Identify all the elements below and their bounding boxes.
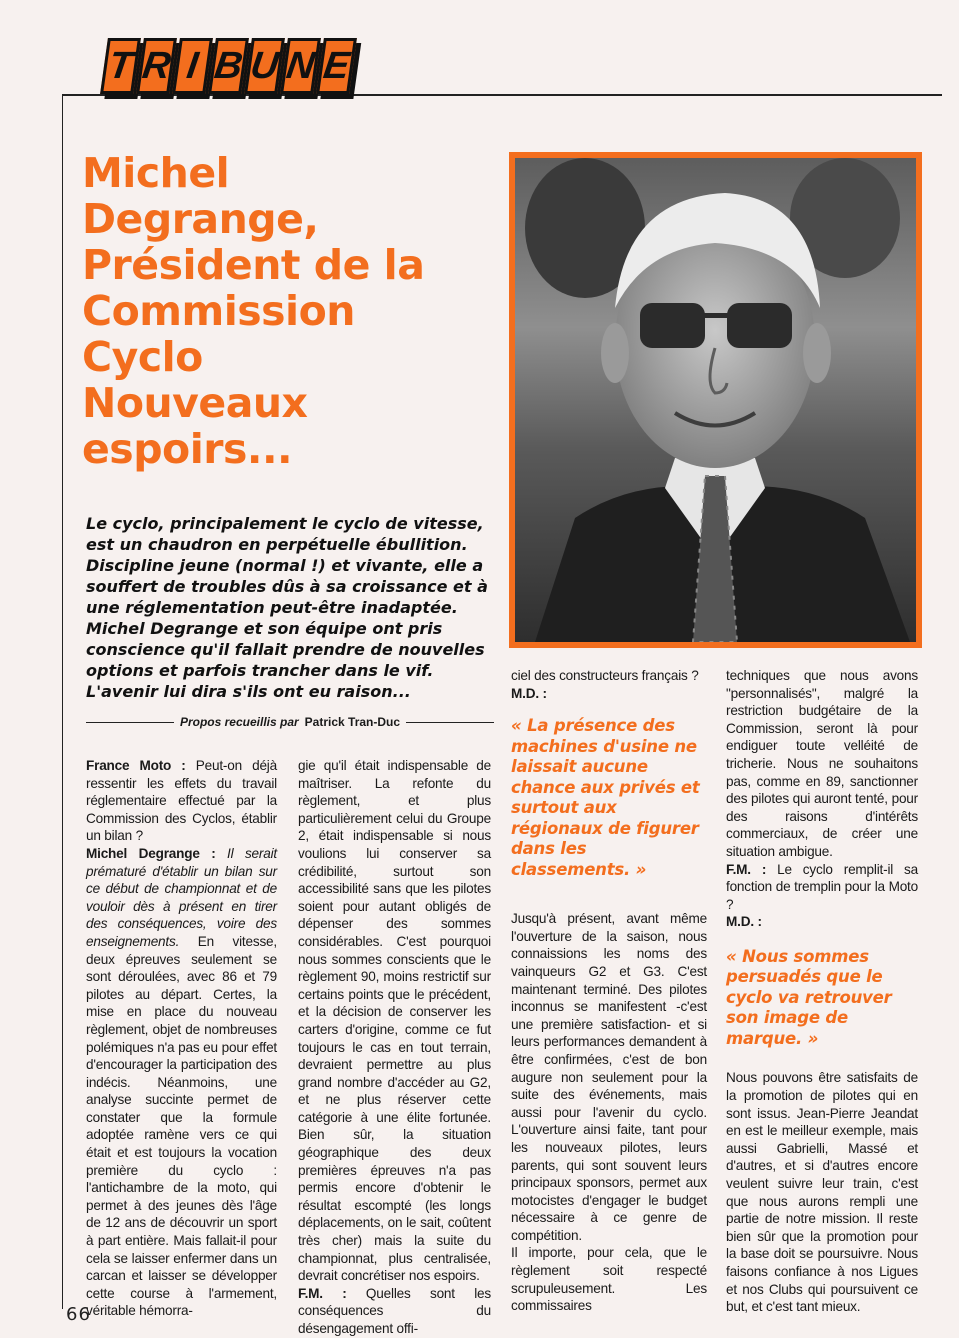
paragraph: Il importe, pour cela, que le règlement soit respecté scrupuleusement. Les commissaires (511, 1245, 707, 1314)
tribune-letter: N (280, 38, 321, 94)
paragraph: gie qu'il était indispensable de maîtriser. La refonte du règlement, et plus particulièrement celui du Groupe 2, était indispensable si nous voulions lui conserver sa crédibilité, surtout son accessibilité sans que les pilotes soient pour autant obligés de dépenser des sommes considérables. C'est pourquoi nous sommes conscients que le règlement 90, moins restrictif sur certains points que le précédent, et la décision de conserver les carters d'origine, comme ce fut toujours le cas en tout terrain, devraient permettre au plus grand nombre d'accéder au G2, et ne plus réserver cette catégorie à une élite fortunée. Bien sûr, la situation géographique des deux premières épreuves n'a pas permis encore d'obtenir le résultat escompté (les longs déplacements, on le sait, coûtent très cher) mais la suite du championnat, plus centralisée, devrait concrétiser nos espoirs. (298, 758, 491, 1284)
article-lead: Le cyclo, principalement le cyclo de vitesse, est un chaudron en perpétuelle ébullition. Discipline jeune (normal !) et vivante, elle a souffert de troubles dûs à sa croissance et à une réglementation peut-être inadaptée. Michel Degrange et son équipe ont pris conscience qu'il fallait prendre de nouvelles options et parfois trancher dans le vif. L'avenir lui dira s'ils ont eu raison... (86, 514, 488, 701)
paragraph (298, 1285, 491, 1338)
title-line: Cyclo (82, 333, 203, 381)
portrait-photo (509, 152, 922, 648)
pull-quote: « Nous sommes persuadés que le cyclo va retrouver son image de marque. » (726, 946, 892, 1048)
pull-quote: « La présence des machines d'usine ne laissait aucune chance aux privés et surtout aux régionaux de figurer dans les classements. » (511, 716, 700, 879)
paragraph (726, 861, 918, 914)
speaker-label: F.M. : (298, 1285, 347, 1301)
page-number: 66 (66, 1304, 91, 1325)
left-margin-rule (62, 94, 63, 1309)
answer-text: Il serait prématuré d'établir un bilan sur ce début de championnat et de vouloir dès à présent en tirer des conséquences, voire des enseignements. (86, 845, 277, 949)
question-text: Peut-on déjà ressentir les effets du travail réglementaire effectué par la Commission des Cyclos, établir un bilan ? (86, 758, 277, 844)
byline-rule (86, 722, 174, 723)
paragraph: Jusqu'à présent, avant même l'ouverture de la saison, nous connaissions les noms des vainqueurs G2 et G3. C'est maintenant terminé. Des pilotes inconnus se manifestent -c'est une première satisfaction- et si leurs performances demandent à être confirmées, c'est de bon augure non seulement pour la suite des événements, mais aussi pour l'avenir du cyclo. L'ouverture ainsi faite, tant pour les nouveaux pilotes, leurs parents, qui sont souvent leurs principaux sponsors, permet aux motocistes d'engager le budget nécessaire à ce genre de compétition. (511, 911, 707, 1243)
speaker-label: M.D. : (511, 685, 547, 701)
title-line: Nouveaux (82, 379, 308, 427)
header-rule (62, 94, 942, 96)
paragraph (86, 757, 277, 845)
paragraph: Nous pouvons être satisfaits de la promotion de pilotes qui en sont issus. Jean-Pierre Jeandat en est le meilleur exemple, mais aussi Gabrielli, Massé et d'autres, et si d'autres encore veulent suivre leur train, c'est que nous aurons rempli une partie de notre mission. Il reste bien sûr que la promotion pour la base doit se poursuivre. Nous faisons confiance à nos Ligues et nos Clubs qui poursuivent ce but, et c'est tant mieux. (726, 1070, 918, 1315)
byline-author: Patrick Tran-Duc (304, 715, 401, 729)
title-line: Degrange, (82, 195, 319, 243)
byline-rule (406, 722, 494, 723)
speaker-label: M.D. : (726, 914, 762, 930)
tribune-letter: I (172, 38, 213, 94)
speaker-label: France Moto : (86, 758, 186, 773)
tribune-letter: R (136, 38, 177, 94)
body-column-4 (726, 667, 918, 1316)
byline-prefix: Propos recueillis par (179, 715, 299, 729)
paragraph: techniques que nous avons "personnalisés", malgré la restriction budgétaire de la Commission, seront là pour endiguer toute velléité de tricherie. Nous ne souhaitons pas, comme en 89, sanctionner des pilotes qui auront tenté, pour des raisons d'intérêts commerciaux, de créer une situation ambigue. (726, 668, 918, 859)
title-line: Président de la (82, 241, 425, 289)
title-line: espoirs... (82, 425, 293, 473)
tribune-letter: B (208, 38, 249, 94)
question-continued: ciel des constructeurs français ? (511, 668, 699, 683)
portrait-illustration (515, 158, 916, 642)
body-column-2 (298, 757, 491, 1338)
title-line: Commission (82, 287, 355, 335)
tribune-letter: T (100, 38, 141, 94)
speaker-label: Michel Degrange : (86, 845, 216, 861)
question-text: Quelles sont les conséquences du désengagement offi- (298, 1285, 491, 1336)
body-column-1 (86, 757, 277, 1320)
tribune-letter: U (244, 38, 285, 94)
title-line: Michel (82, 149, 230, 197)
section-label-tribune (104, 38, 353, 94)
byline (86, 715, 494, 729)
answer-text: En vitesse, deux épreuves seulement se sont déroulées, avec 86 et 79 pilotes au départ. Certes, la mise en place du nouveau règlement, objet de nombreuses polémiques n'a pas eu pour effet d'encourager la participation des indécis. Néanmoins, une analyse succinte permet de constater que la formule adoptée ramène vers ce qui était et est toujours la vocation première du cyclo : l'antichambre de la moto, qui permet à des jeunes dès l'âge de 12 ans de découvrir un sport à part entière. Mais fallait-il pour cela se laisser enfermer dans un carcan et laisser se développer cette course à l'armement, véritable hémorra- (86, 933, 277, 1319)
speaker-label: F.M. : (726, 861, 767, 877)
paragraph (86, 845, 277, 1320)
question-text: Le cyclo remplit-il sa fonction de tremplin pour la Moto ? (726, 861, 919, 912)
tribune-letter: E (316, 38, 357, 94)
article-title (82, 150, 502, 472)
body-column-3 (511, 667, 707, 1315)
